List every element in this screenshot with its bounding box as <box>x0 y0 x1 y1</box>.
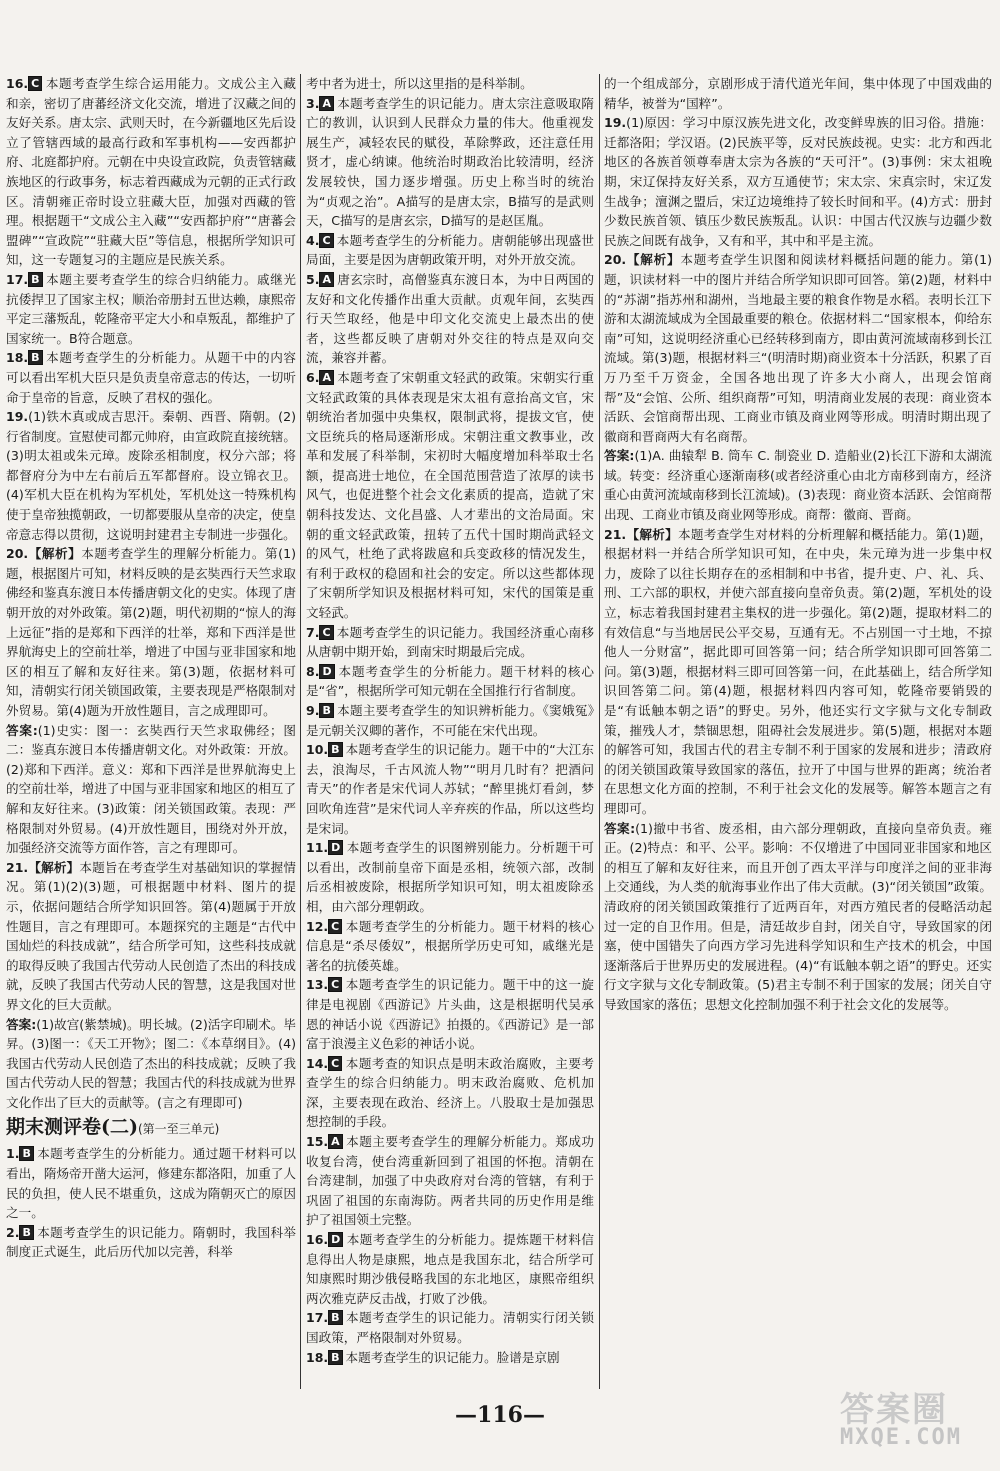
question-number: 18. <box>306 1349 329 1365</box>
question-number: 17. <box>6 271 29 287</box>
choice-letter-box: A <box>319 370 334 385</box>
column-divider <box>599 74 600 1389</box>
question-number: 1. <box>6 1146 20 1162</box>
answer-text: 本题考查学生的识记能力。脸谱是京剧 <box>345 1349 560 1365</box>
answer-text: 本题考查学生的分析能力。从题干中的内容可以看出军机大臣只是负责皇帝意志的传达，一切听命于皇帝的旨意，反映了君权的强化。 <box>6 350 296 405</box>
choice-letter-box: C <box>319 625 333 640</box>
answer-text: 本题考查学生的识记能力。隋朝时，我国科举制度正式诞生，此后历代加以完善，科举 <box>6 1224 296 1260</box>
choice-letter-box: B <box>19 1225 33 1240</box>
answer-text: 本题考查学生的识图辨别能力。分析题干可以看出，改制前皇帝下面是丞相，统领六部，改制后丞相被废除，根据所学知识可知，明太祖废除丞相，由六部分理朝政。 <box>306 840 594 914</box>
question-number: 7. <box>306 624 320 640</box>
answer-item <box>604 250 992 446</box>
question-number: 4. <box>306 232 320 248</box>
answer-item <box>306 701 594 740</box>
question-number: 19. <box>604 115 627 131</box>
question-number: 5. <box>306 271 320 287</box>
answer-text: (1)撤中书省、废丞相，由六部分理朝政，直接向皇帝负责。雍正。(2)特点：和平、公平。影响：不仅增进了中国同亚非国家和地区的相互了解和友好往来，而且开创了西太平洋与印度洋之间的亚非海上交通线，为人类的航海事业作出了伟大贡献。(3)“闭关锁国”政策。清政府的闭关锁国政策推行了近两百年，对西方殖民者的侵略活动起过一定的自卫作用。但是，清廷故步自封，闭关自守，导致国家的闭塞，使中国错失了向西方学习先进科学知识和生产技术的机会，中国逐渐落后于世界历史的发展进程。(4)“有诋触本朝之语”的野史。还实行文字狱与文化专制政策。(5)君主专制不利于国家的发展；闭关自守导致国家的落伍；思想文化控制加强不利于社会文化的发展等。 <box>604 820 992 1012</box>
question-number: 3. <box>306 95 320 111</box>
answer-text: 唐玄宗时，高僧鉴真东渡日本，为中日两国的友好和文化传播作出重大贡献。贞观年间，玄奘西行天竺取经，他是中印文化交流史上最杰出的使者，这些都反映了唐朝对外交往的特点是双向交流，兼容并蓄。 <box>306 271 594 366</box>
question-number: 10. <box>306 742 329 758</box>
answer-item <box>306 94 594 231</box>
choice-letter-box: B <box>28 350 42 365</box>
answer-item <box>604 446 992 524</box>
answer-text: 本题考查学生的理解分析能力。第(1)题，根据图片可知，材料反映的是玄奘西行天竺求取佛经和鉴真东渡日本传播唐朝文化的史实。体现了唐朝开放的对外政策。第(2)题，明代初期的“惊人的海上远征”指的是郑和下西洋的壮举，郑和下西洋是世界航海史上的空前壮举，增进了中国与亚非国家和地区的相互了解和友好往来。第(3)题，依据材料可知，清朝实行闭关锁国政策，主要表现是严格限制对外贸易。第(4)题为开放性题目，言之成理即可。 <box>6 546 296 718</box>
answer-item <box>6 1223 296 1262</box>
answer-item <box>6 1144 296 1222</box>
answer-item <box>306 1132 594 1230</box>
answer-item <box>306 975 594 1053</box>
answer-item <box>306 74 594 94</box>
answer-text: 本题考查学生的识记能力。题干中的“大江东去，浪淘尽，千古风流人物”“明月几时有？把酒问青天”的作者是宋代词人苏轼；“醉里挑灯看剑，梦回吹角连营”是宋代词人辛弃疾的作品，所以这些均是宋词。 <box>306 742 594 836</box>
question-number: 17. <box>306 1310 329 1326</box>
answer-item <box>306 1230 594 1308</box>
analysis-tag: 【解析】 <box>28 546 82 562</box>
answer-item <box>604 74 992 113</box>
answer-label: 答案: <box>604 448 635 464</box>
answer-text: 本题考查学生的分析能力。题干材料的核心信息是“杀尽倭奴”，根据所学历史可知，戚继光是著名的抗倭英雄。 <box>306 918 594 973</box>
answer-text: 本题考查学生的分析能力。通过题干材料可以看出，隋炀帝开凿大运河，修建东都洛阳，加重了人民的负担，使人民不堪重负，这成为隋朝灭亡的原因之一。 <box>6 1146 296 1221</box>
answer-item <box>6 1015 296 1113</box>
answer-item <box>306 1348 594 1368</box>
column-divider <box>300 74 301 1389</box>
question-number: 16. <box>306 1232 329 1248</box>
choice-letter-box: C <box>28 76 42 91</box>
answer-item <box>604 525 992 819</box>
answer-item <box>6 721 296 858</box>
question-number: 16. <box>6 76 29 91</box>
answer-label: 答案: <box>6 722 38 738</box>
answer-item <box>306 368 594 623</box>
answer-item <box>6 544 296 720</box>
answer-item <box>6 74 296 270</box>
answer-text: 本题主要考查学生的知识辨析能力。《窦娥冤》是元朝关汉卿的著作，不可能在宋代出现。 <box>306 703 594 738</box>
choice-letter-box: A <box>319 96 334 111</box>
choice-letter-box: C <box>328 1056 342 1071</box>
question-number: 14. <box>306 1055 329 1071</box>
analysis-tag: 【解析】 <box>28 859 80 875</box>
choice-letter-box: A <box>319 272 334 287</box>
column-middle <box>306 74 594 1389</box>
question-number: 9. <box>306 703 320 718</box>
answer-text: 本题考查学生的分析能力。提炼题干材料信息得出人物是康熙，地点是我国东北，结合所学可知康熙时期沙俄侵略我国的东北地区，康熙帝组织两次雅克萨反击战，打败了沙俄。 <box>306 1232 594 1306</box>
choice-letter-box: B <box>19 1146 33 1161</box>
choice-letter-box: A <box>328 1134 343 1149</box>
question-number: 20. <box>6 546 29 562</box>
answer-text: 本题考查学生的识记能力。我国经济重心南移从唐朝中期开始，到南宋时期最后完成。 <box>306 624 594 660</box>
choice-letter-box: B <box>328 1350 342 1365</box>
column-right <box>604 74 992 1389</box>
answer-item <box>306 270 594 368</box>
choice-letter-box: B <box>328 1310 342 1325</box>
answer-text: (1)故宫(紫禁城)。明长城。(2)活字印刷术。毕昇。(3)图一：《天工开物》；图二：《本草纲目》。(4)我国古代劳动人民创造了杰出的科技成就；反映了我国古代劳动人民的智慧；我国古代的科技成就为世界文化作出了巨大的贡献等。(言之有理即可) <box>6 1016 296 1110</box>
answer-item <box>306 662 594 701</box>
choice-letter-box: C <box>328 977 342 992</box>
answer-item <box>6 348 296 407</box>
answer-text: 本题考查学生对材料的分析理解和概括能力。第(1)题，根据材料一并结合所学知识可知，在中央，朱元璋为进一步集中权力，废除了以往长期存在的丞相制和中书省，提升吏、户、礼、兵、刑、工六部的职权，并使六部直接向皇帝负责。第(2)题，军机处的设立，标志着我国封建君主集权的进一步强化。第(2)题，提取材料二的有效信息“与当地居民公平交易，互通有无。不占别国一寸土地，不掠他人一分财富”，据此即可回答第一问；结合所学知识即可回答第二问。第(3)题，根据材料三即可回答第一问，在此基础上，结合所学知识回答第二问。第(4)题，根据材料四内容可知，乾隆帝要销毁的是“有诋触本朝之语”的野史。另外，他还实行文字狱与文化专制政策，摧残人才，禁锢思想，阻碍社会发展进步。第(5)题，根据对本题的解答可知，我国古代的君主专制不利于国家的发展和进步；清政府的闭关锁国政策导致国家的落伍，拉开了中国与世界的距离；统治者在思想文化方面的控制，不利于社会文化的发展等。解答本题言之有理即可。 <box>604 526 992 816</box>
question-number: 19. <box>6 409 29 425</box>
page-number: —116— <box>455 1402 545 1428</box>
section-title <box>6 1114 296 1142</box>
question-number: 8. <box>306 663 320 679</box>
answer-label: 答案: <box>6 1016 37 1032</box>
question-number: 21. <box>604 526 627 542</box>
choice-letter-box: D <box>328 840 343 855</box>
answer-text: 本题考查学生的分析能力。唐朝能够出现盛世局面，主要是因为唐朝政策开明，对外开放交流。 <box>306 232 594 268</box>
choice-letter-box: D <box>328 1232 343 1247</box>
answer-text: (1)史实：图一：玄奘西行天竺求取佛经；图二：鉴真东渡日本传播唐朝文化。对外政策：开放。(2)郑和下西洋。意义：郑和下西洋是世界航海史上的空前壮举，增进了中国与亚非国家和地区的相互了解和友好往来。(3)政策：闭关锁国政策。表现：严格限制对外贸易。(4)开放性题目，围绕对外开放，加强经济交流等方面作答，言之有理即可。 <box>6 722 296 856</box>
answer-text: 本题考查的知识点是明末政治腐败，主要考查学生的综合归纳能力。明末政治腐败、危机加深，主要表现在政治、经济上。八股取士是加强思想控制的手段。 <box>306 1055 594 1130</box>
question-number: 15. <box>306 1134 329 1150</box>
answer-label: 答案: <box>604 820 636 836</box>
analysis-tag: 【解析】 <box>626 526 678 542</box>
answer-text: 本题考查了宋朝重文轻武的政策。宋朝实行重文轻武政策的具体表现是宋太祖有意抬高文官，宋朝统治者加强中央集权，限制武将，提拔文官，使文臣统兵的格局逐渐形成。宋朝注重文教事业，改革和发展了科举制，宋初时大幅度增加科举取士名额，提高进士地位，在全国范围营造了浓厚的读书风气，也促进整个社会文化素质的提高，造就了宋朝科技发达、文化昌盛、人才辈出的文治局面。宋朝的重文轻武政策，扭转了五代十国时期尚武轻文的风气，杜绝了武将跋扈和兵变政移的情况发生，有利于政权的稳固和社会的安定。所以这些都体现了宋朝所学知识及根据材料可知，宋代的国策是重文轻武。 <box>306 369 594 621</box>
answer-text: 本题考查学生识图和阅读材料概括问题的能力。第(1)题，识读材料一中的图片并结合所学知识即可回答。第(2)题，材料中的“苏湖”指苏州和湖州，当地最主要的粮食作物是水稻。表明长江下游和太湖流域成为全国最重要的粮仓。依据材料二“国家根本，仰给东南”可知，这说明经济重心已经转移到南方，即由黄河流域南移到长江流域。第(3)题，根据材料三“(明清时期)商业资本十分活跃，积累了百万乃至千万资金，全国各地出现了许多大小商人，出现会馆商帮”及“会馆、公所、组织商帮”可知，明清商业发展的表现：商业资本活跃、会馆商帮出现、工商业市镇及商业网等形成。明清时期出现了徽商和晋商两大有名商帮。 <box>604 252 992 444</box>
answer-text: 的一个组成部分，京剧形成于清代道光年间，集中体现了中国戏曲的精华，被誉为“国粹”。 <box>604 76 992 111</box>
question-number: 21. <box>6 859 29 875</box>
answer-item <box>604 113 992 250</box>
column-left <box>6 74 296 1389</box>
answer-text: 本题考查学生综合运用能力。文成公主入藏和亲，密切了唐蕃经济文化交流，增进了汉藏之间的友好关系。唐太宗、武则天时，在今新疆地区先后设立了管辖西域的最高行政和军事机构——安西都护府、北庭都护府。元朝在中央设宣政院，负责管辖藏族地区的行政事务，标志着西藏成为元朝的正式行政区。清朝雍正帝时设立驻藏大臣，加强对西藏的管理。根据题干“文成公主入藏”“安西都护府”“唐蕃会盟碑”“宣政院”“驻藏大臣”等信息，根据所学知识可知，这一专题复习的主题应是民族关系。 <box>6 76 296 268</box>
answer-item <box>306 740 594 838</box>
watermark-logo <box>840 1382 990 1462</box>
question-number: 11. <box>306 840 329 856</box>
watermark-url: MXQE.COM <box>840 1425 962 1450</box>
analysis-tag: 【解析】 <box>626 252 681 268</box>
question-number: 2. <box>6 1224 20 1240</box>
answer-item <box>306 1308 594 1347</box>
answer-item <box>306 1054 594 1132</box>
answer-item <box>306 838 594 916</box>
answer-text: 本题考查学生的识记能力。题干中的这一旋律是电视剧《西游记》片头曲，这是根据明代吴承恩的神话小说《西游记》拍摄的。《西游记》是一部富于浪漫主义色彩的神话小说。 <box>306 977 594 1052</box>
answer-item <box>306 623 594 662</box>
answer-item <box>6 858 296 1015</box>
answer-text: 本题考查学生的识记能力。唐太宗注意吸取隋亡的教训，认识到人民群众力量的伟大。他重视发展生产，减轻农民的赋役，革除弊政，还注意任用贤才，虚心纳谏。他统治时期政治比较清明，经济发展较快，国力逐步增强。历史上称当时的统治为“贞观之治”。A描写的是唐太宗，B描写的是武则天，C描写的是唐玄宗，D描写的是赵匡胤。 <box>306 95 594 229</box>
answer-text: 本题主要考查学生的理解分析能力。郑成功收复台湾，使台湾重新回到了祖国的怀抱。清朝在台湾建制，加强了中央政府对台湾的管辖，有利于巩固了祖国的东南海防。两者共同的历史作用是维护了祖国领土完整。 <box>306 1134 594 1228</box>
answer-text: 考中者为进士，所以这里指的是科举制。 <box>306 76 533 91</box>
choice-letter-box: B <box>28 272 42 287</box>
answer-item <box>6 407 296 544</box>
question-number: 18. <box>6 350 29 366</box>
answer-item <box>306 231 594 270</box>
answer-item <box>306 917 594 976</box>
answer-text: (1)A. 曲辕犁 B. 筒车 C. 制瓷业 D. 造船业(2)长江下游和太湖流域。转变：经济重心逐渐南移(或者经济重心由北方南移到南方，经济重心由黄河流域南移到长江流域)。(3)表现：商业资本活跃、会馆商帮出现、工商业市镇及商业网等形成。商帮：徽商、晋商。 <box>604 448 992 523</box>
section-subtitle: (第一至三单元) <box>137 1122 220 1137</box>
choice-letter-box: B <box>319 703 333 718</box>
answer-item <box>6 270 296 348</box>
question-number: 12. <box>306 918 329 934</box>
watermark-text: 答案圈 <box>840 1390 948 1430</box>
section-title-text: 期末测评卷(二) <box>6 1116 138 1139</box>
choice-letter-box: C <box>328 919 342 934</box>
answer-text: 本题考查学生的识记能力。清朝实行闭关锁国政策，严格限制对外贸易。 <box>306 1310 594 1345</box>
question-number: 6. <box>306 369 320 385</box>
answer-text: 本题主要考查学生的综合归纳能力。戚继光抗倭捍卫了国家主权；顺治帝册封五世达赖，康熙帝平定三藩叛乱，乾隆帝平定大小和卓叛乱，都维护了国家统一。B符合题意。 <box>6 271 296 346</box>
choice-letter-box: D <box>319 664 334 679</box>
answer-text: (1)铁木真或成吉思汗。秦朝、西晋、隋朝。(2)行省制度。宣慰使司都元帅府，由宣政院直接统辖。(3)明太祖或朱元璋。废除丞相制度，权分六部；将都督府分为中左右前后五军都督府。设立锦衣卫。(4)军机大臣在机构为军机处，军机处这一特殊机构使于皇帝独揽朝政，一切都要服从皇帝的决定，使皇帝意志得以贯彻，这说明封建君主专制进一步强化。 <box>6 409 296 542</box>
answer-text: 本题考查学生的分析能力。题干材料的核心是“省”，根据所学可知元朝在全国推行行省制度。 <box>306 663 594 699</box>
choice-letter-box: B <box>328 742 342 757</box>
answer-item <box>604 819 992 1015</box>
choice-letter-box: C <box>319 233 333 248</box>
answer-text: (1)原因：学习中原汉族先进文化，改变鲜卑族的旧习俗。措施：迁都洛阳；学汉语。(2)民族平等，反对民族歧视。史实：北方和西北地区的各族首领尊奉唐太宗为各族的“天可汗”。(3)事例：宋太祖晚期，宋辽保持友好关系，双方互通使节；宋太宗、宋真宗时，宋辽发生战争；澶渊之盟后，宋辽边境维持了较长时间和平。(4)方式：册封少数民族首领、镇压少数民族叛乱。认识：中国古代汉族与边疆少数民族之间既有战争，又有和平，其中和平是主流。 <box>604 115 992 248</box>
answer-text: 本题旨在考查学生对基础知识的掌握情况。第(1)(2)(3)题，可根据题中材料、图片的提示，依据问题结合所学知识回答。第(4)题属于开放性题目，言之有理即可。本题探究的主题是“古代中国灿烂的科技成就”，结合所学可知，这些科技成就的取得反映了我国古代劳动人民创造了杰出的科技成就，反映了我国古代劳动人民的智慧，这是我国对世界文化的巨大贡献。 <box>6 859 296 1012</box>
question-number: 20. <box>604 252 627 268</box>
question-number: 13. <box>306 977 329 993</box>
